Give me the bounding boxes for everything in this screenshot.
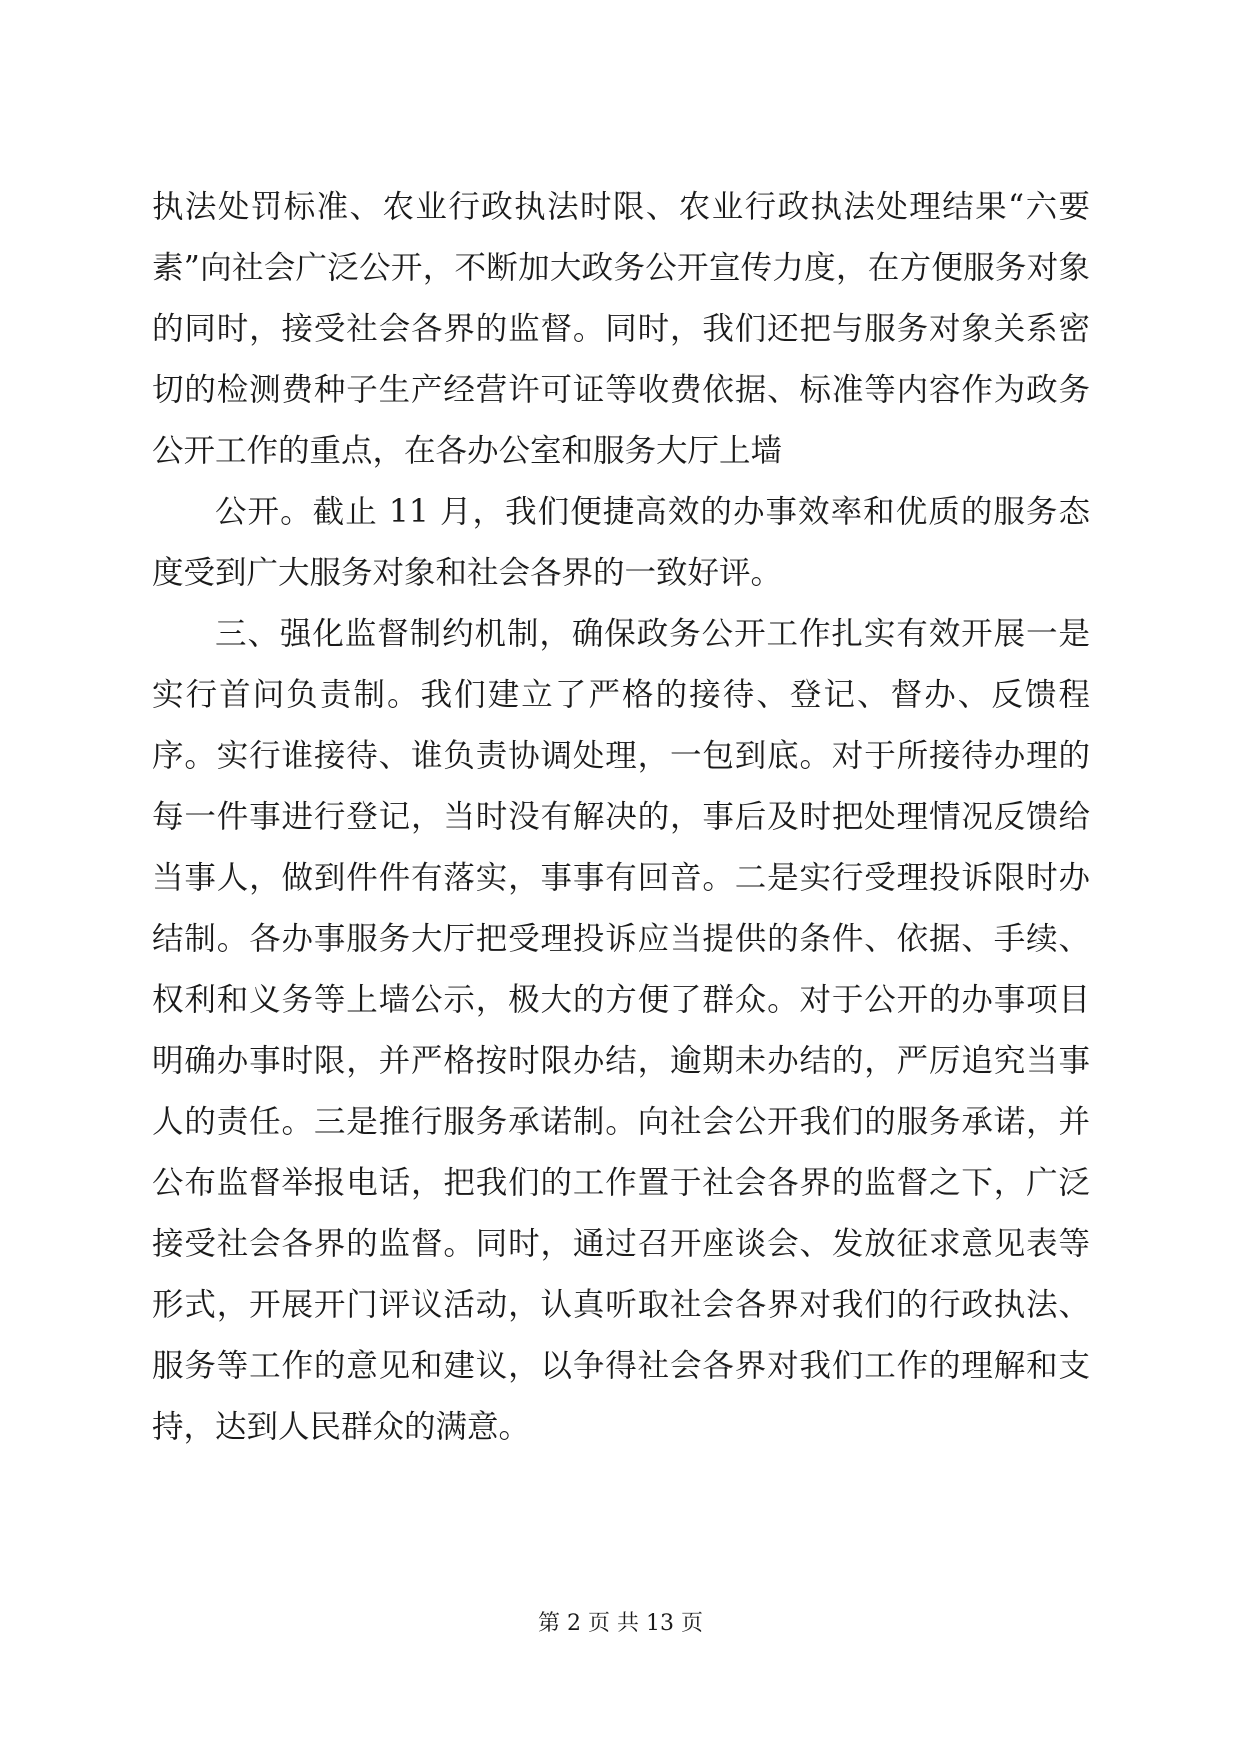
paragraph-3: 三、强化监督制约机制，确保政务公开工作扎实有效开展一是实行首问负责制。我们建立了严格的接待、登记、督办、反馈程序。实行谁接待、谁负责协调处理，一包到底。对于所接待办理的每一件事进行登记，当时没有解决的，事后及时把处理情况反馈给当事人，做到件件有落实，事事有回音。二是实行受理投诉限时办结制。各办事服务大厅把受理投诉应当提供的条件、依据、手续、权利和义务等上墙公示，极大的方便了群众。对于公开的办事项目明确办事时限，并严格按时限办结，逾期未办结的，严厉追究当事人的责任。三是推行服务承诺制。向社会公开我们的服务承诺，并公布监督举报电话，把我们的工作置于社会各界的监督之下，广泛接受社会各界的监督。同时，通过召开座谈会、发放征求意见表等形式，开展开门评议活动，认真听取社会各界对我们的行政执法、服务等工作的意见和建议，以争得社会各界对我们工作的理解和支持，达到人民群众的满意。: [152, 616, 1090, 1445]
paragraph-1: 执法处罚标准、农业行政执法时限、农业行政执法处理结果“六要素”向社会广泛公开，不断加大政务公开宣传力度，在方便服务对象的同时，接受社会各界的监督。同时，我们还把与服务对象关系密切的检测费种子生产经营许可证等收费依据、标准等内容作为政务公开工作的重点，在各办公室和服务大厅上墙: [152, 189, 1090, 469]
paragraph-2: 公开。截止 11 月，我们便捷高效的办事效率和优质的服务态度受到广大服务对象和社会各界的一致好评。: [152, 494, 1090, 591]
document-body: [152, 177, 1090, 1458]
page-footer: 第 2 页 共 13 页: [538, 1611, 703, 1636]
